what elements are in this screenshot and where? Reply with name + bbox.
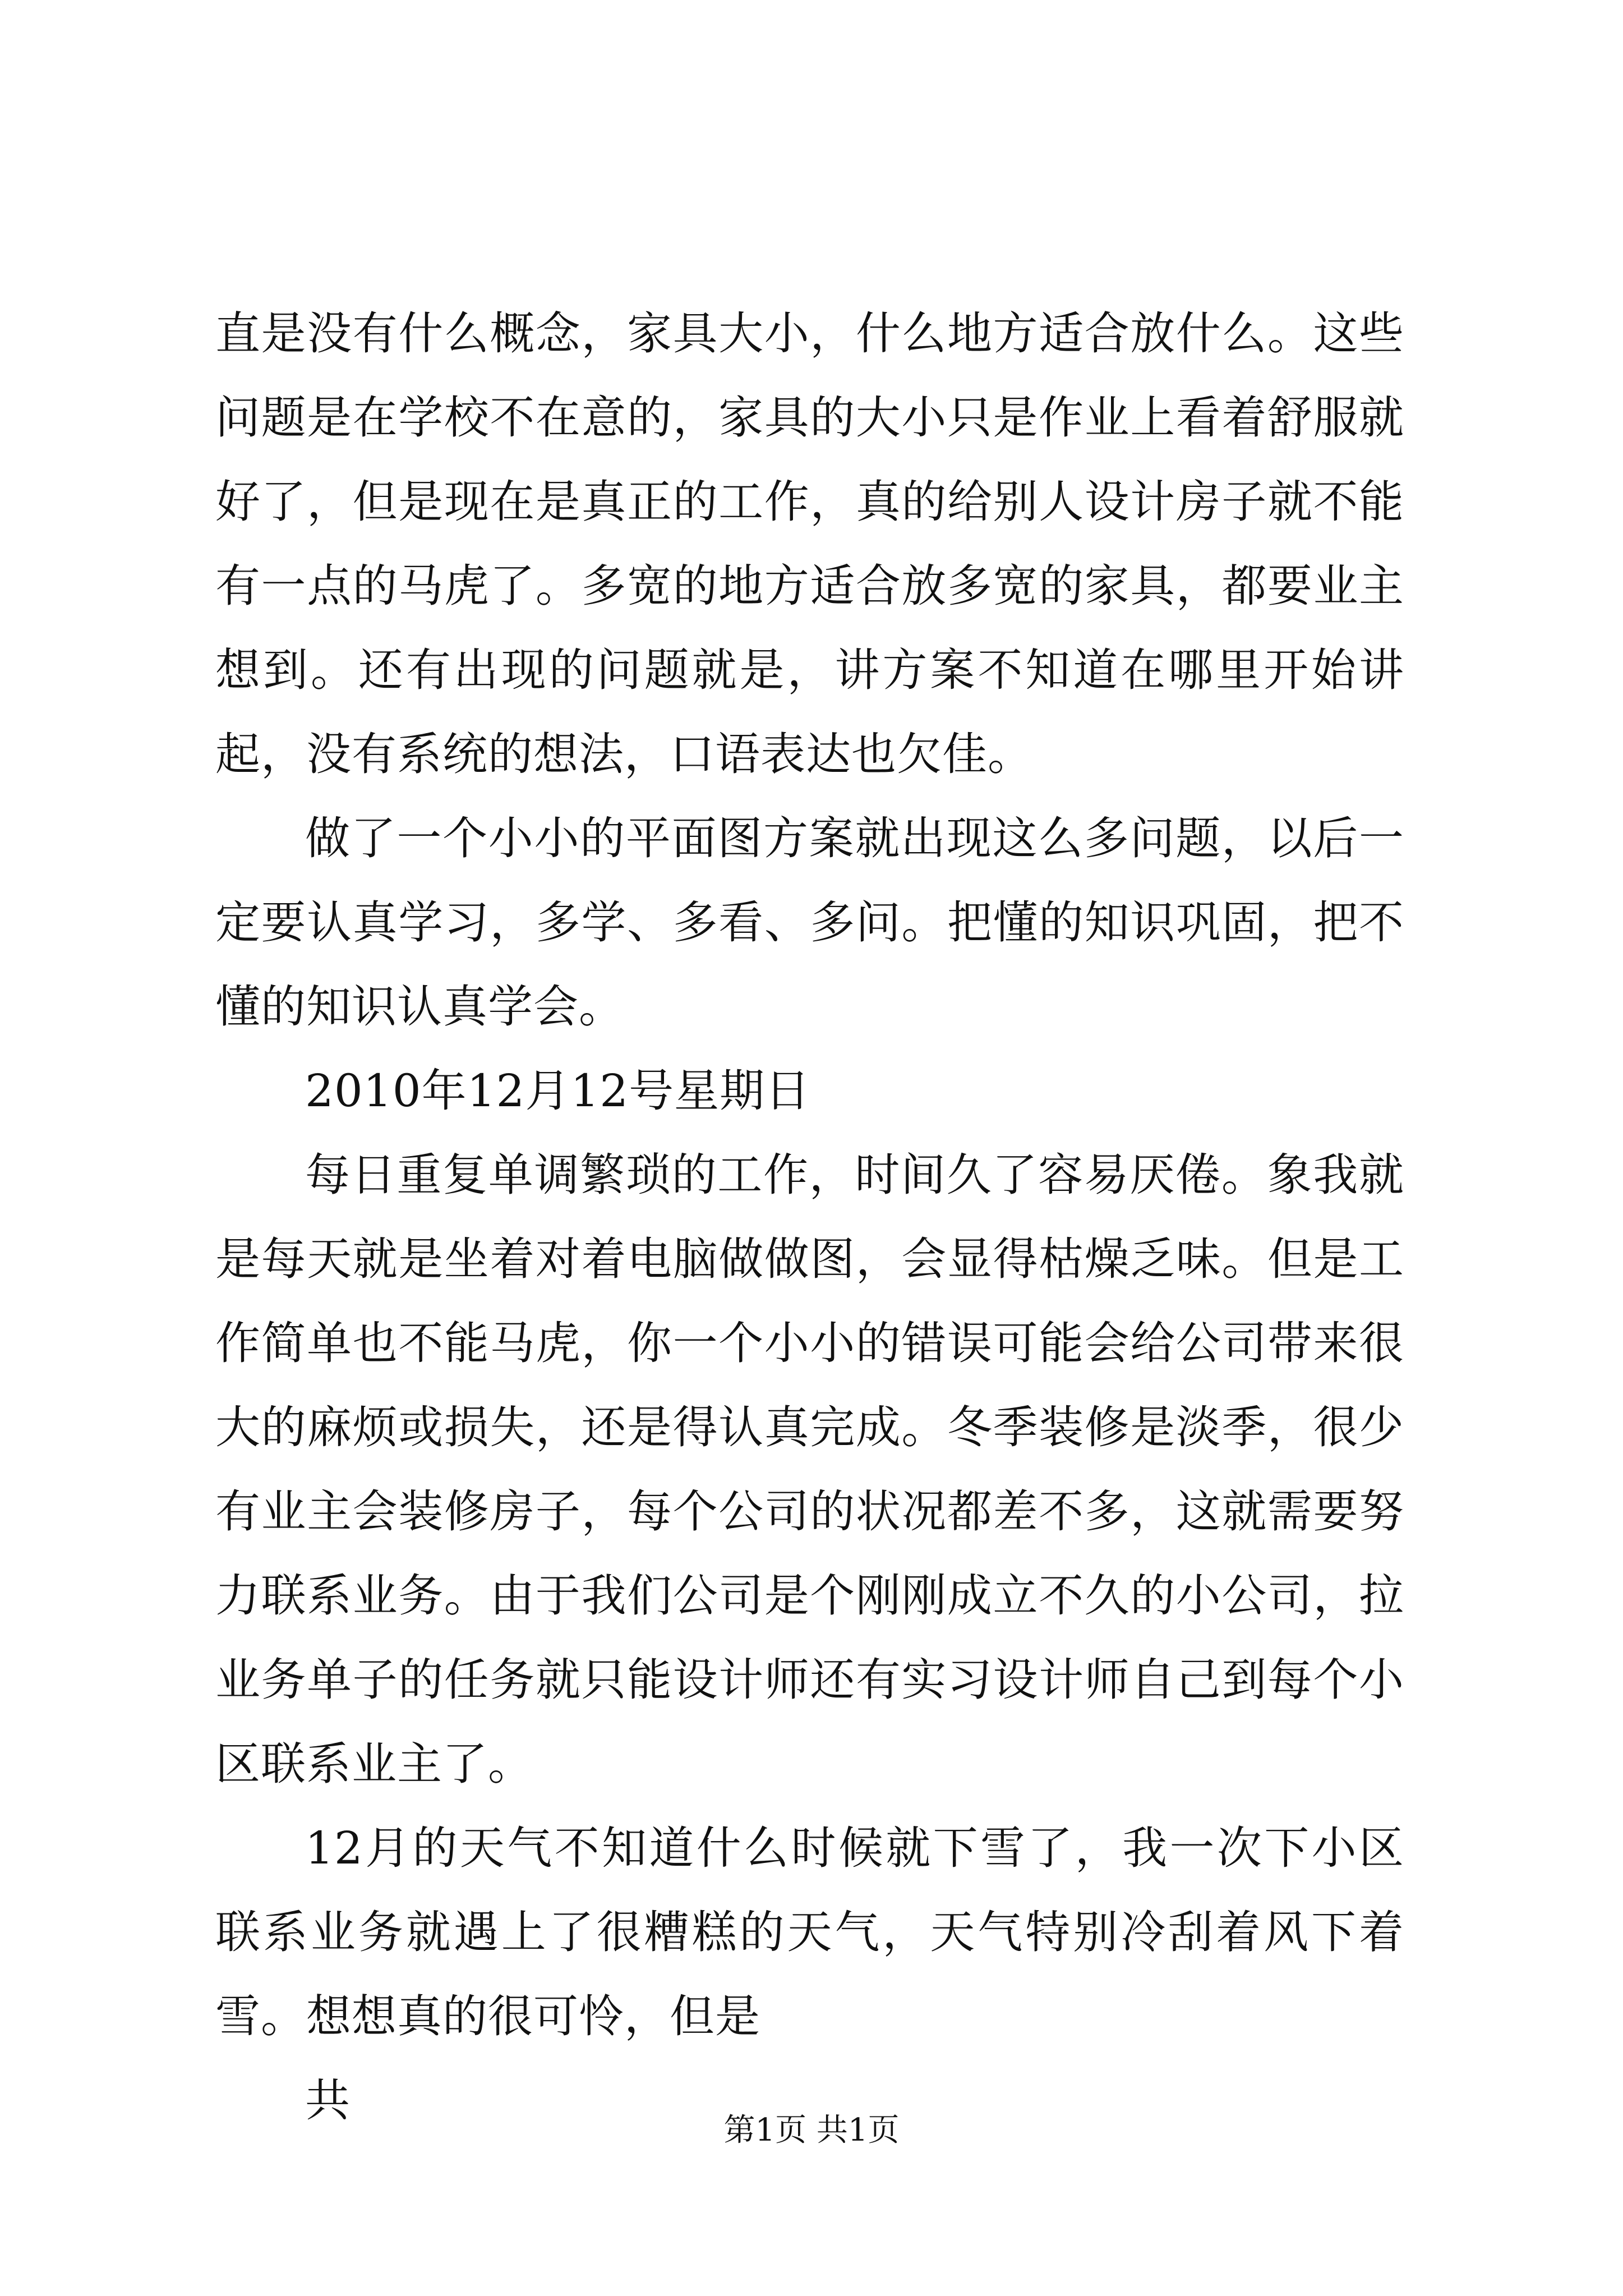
page-footer <box>0 2108 1623 2153</box>
page-number-label: 第1页 共1页 <box>723 2112 900 2148</box>
paragraph-weather: 12月的天气不知道什么时候就下雪了，我一次下小区联系业务就遇上了很糟糕的天气，天气特别冷刮着风下着雪。想想真的很可怜，但是 <box>215 1822 1404 2042</box>
paragraph-reflection: 做了一个小小的平面图方案就出现这么多问题，以后一定要认真学习，多学、多看、多问。把懂的知识巩固，把不懂的知识认真学会。 <box>215 812 1404 1033</box>
paragraph-fragment: 共 <box>305 2074 351 2127</box>
paragraph-daily-work: 每日重复单调繁琐的工作，时间久了容易厌倦。象我就是每天就是坐着对着电脑做做图，会显得枯燥乏味。但是工作简单也不能马虎，你一个小小的错误可能会给公司带来很大的麻烦或损失，还是得认真完成。冬季装修是淡季，很少有业主会装修房子，每个公司的状况都差不多，这就需要努力联系业务。由于我们公司是个刚刚成立不久的小公司，拉业务单子的任务就只能设计师还有实习设计师自己到每个小区联系业主了。 <box>215 1149 1404 1790</box>
diary-date-heading: 2010年12月12号星期日 <box>305 1065 811 1117</box>
document-body <box>215 292 1404 2143</box>
paragraph-continuation: 直是没有什么概念，家具大小，什么地方适合放什么。这些问题是在学校不在意的，家具的大小只是作业上看着舒服就好了，但是现在是真正的工作，真的给别人设计房子就不能有一点的马虎了。多宽的地方适合放多宽的家具，都要业主想到。还有出现的问题就是，讲方案不知道在哪里开始讲起，没有系统的想法，口语表达也欠佳。 <box>215 307 1404 780</box>
